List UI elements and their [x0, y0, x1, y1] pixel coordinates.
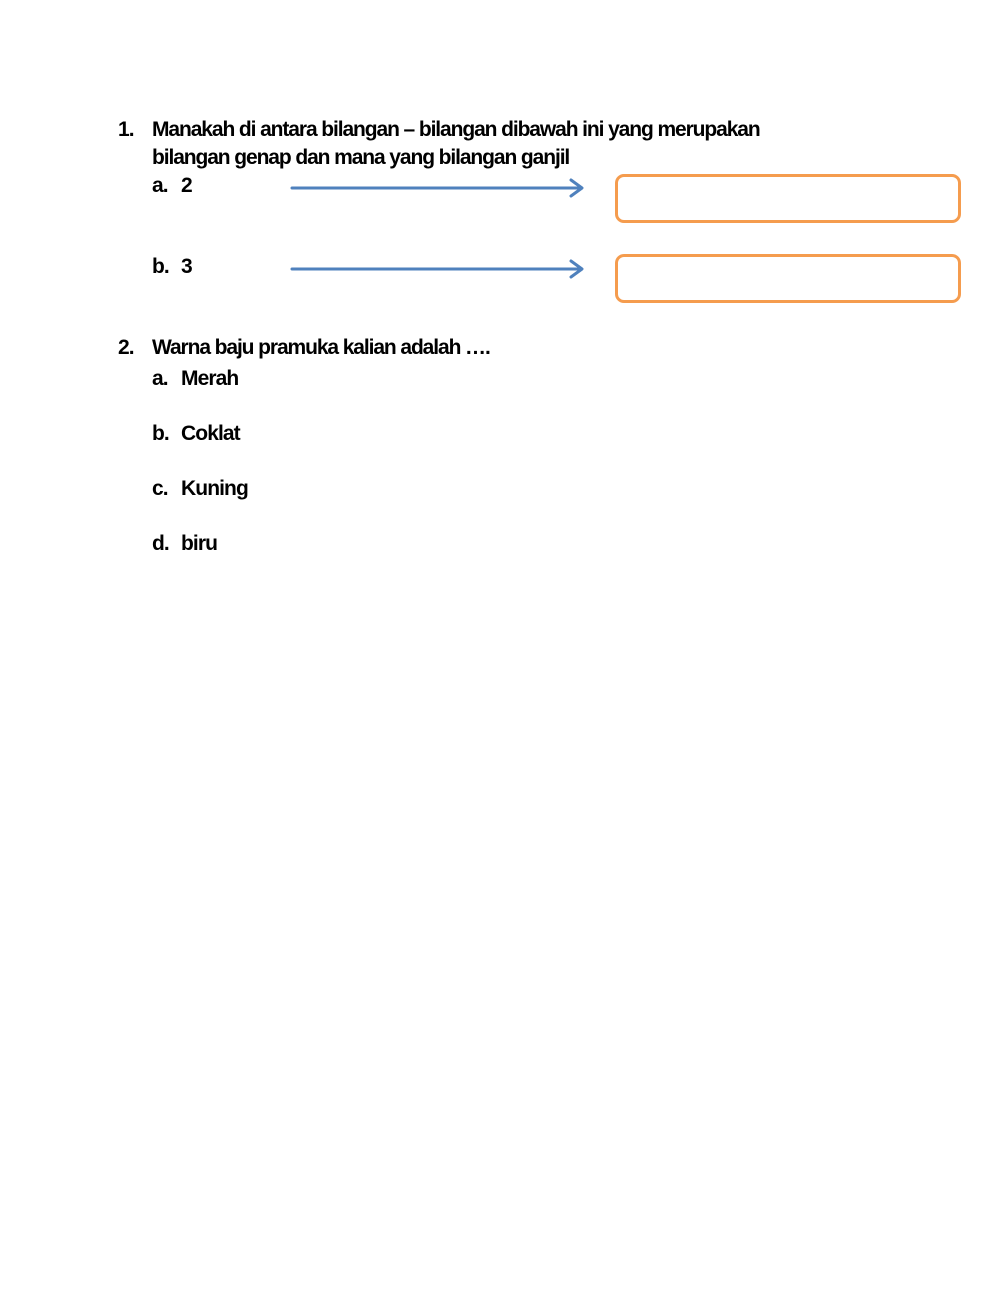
question-number: 1.: [118, 118, 134, 141]
option-text: Merah: [181, 367, 239, 390]
question-text-line-2: bilangan genap dan mana yang bilangan ganjil: [152, 146, 570, 169]
question-number: 2.: [118, 336, 134, 359]
option-text: biru: [181, 532, 218, 555]
arrow-right-icon: [291, 178, 587, 198]
option-letter: a.: [152, 367, 168, 390]
option-text: 2: [181, 174, 192, 197]
option-text: Kuning: [181, 477, 248, 500]
question-text-line-1: Manakah di antara bilangan – bilangan dibawah ini yang merupakan: [152, 118, 760, 141]
question-text: Warna baju pramuka kalian adalah ….: [152, 336, 490, 359]
option-letter: c.: [152, 477, 168, 500]
answer-box[interactable]: [615, 174, 961, 223]
answer-box[interactable]: [615, 254, 961, 303]
arrow-right-icon: [291, 259, 587, 279]
option-text: Coklat: [181, 422, 240, 445]
option-letter: b.: [152, 255, 169, 278]
option-letter: d.: [152, 532, 169, 555]
option-text: 3: [181, 255, 192, 278]
option-letter: b.: [152, 422, 169, 445]
option-letter: a.: [152, 174, 168, 197]
